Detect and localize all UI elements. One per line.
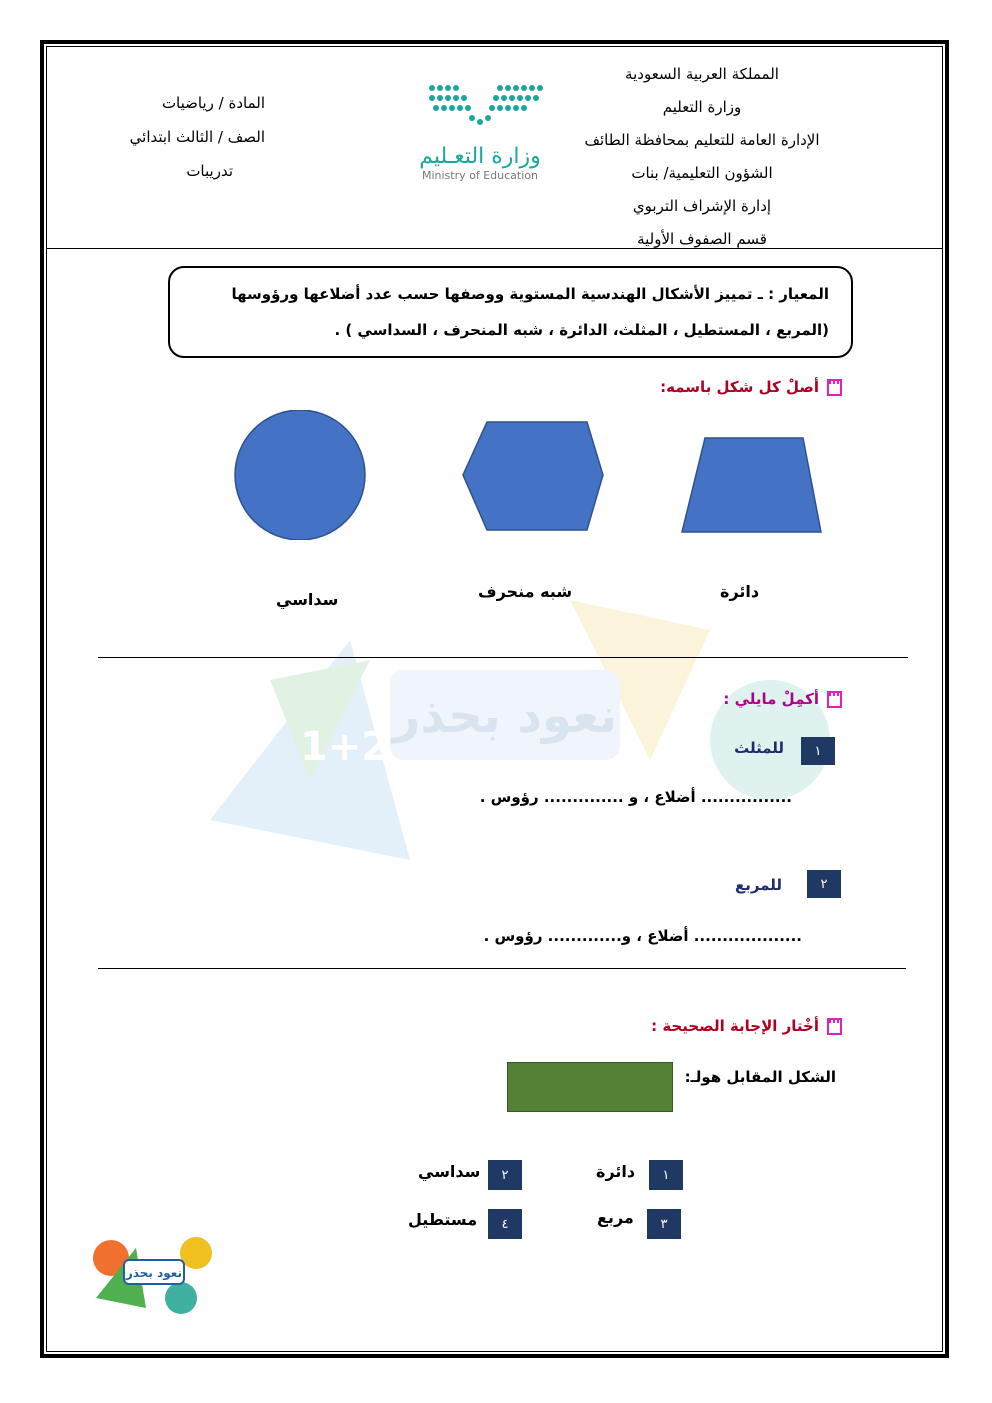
label-trapezoid-word[interactable]: شبه منحرف bbox=[478, 582, 573, 601]
header-divider bbox=[46, 248, 943, 249]
circle-shape[interactable] bbox=[235, 410, 365, 540]
q3-prompt: الشكل المقابل هولـ: bbox=[684, 1068, 836, 1086]
header-line: وزارة التعليم bbox=[662, 98, 742, 116]
q3-title: أخْتار الإجابة الصحيحة : bbox=[651, 1017, 819, 1035]
hexagon-shape[interactable] bbox=[463, 422, 603, 530]
criteria-line-2: (المربع ، المستطيل ، المثلث، الدائرة ، شبه المنحرف ، السداسي ) . bbox=[334, 321, 829, 339]
q1-heading bbox=[660, 378, 842, 396]
header-line: المملكة العربية السعودية bbox=[625, 65, 779, 83]
q2-item2-title: للمربع bbox=[734, 876, 782, 894]
green-rectangle-shape bbox=[507, 1062, 673, 1112]
header-line: الشؤون التعليمية/ بنات bbox=[631, 164, 773, 182]
q2-item1-fill-line[interactable]: ................ أضلاع ، و .............. رؤوس . bbox=[479, 788, 792, 806]
sheet-type-label: تدريبات bbox=[186, 162, 233, 180]
q2-item1-title: للمثلث bbox=[734, 739, 784, 757]
option2-label[interactable]: سداسي bbox=[418, 1162, 481, 1181]
ministry-logo bbox=[360, 80, 550, 190]
q2-item1-number: ١ bbox=[801, 737, 835, 765]
section-divider bbox=[98, 968, 906, 969]
checkbox-icon bbox=[827, 1018, 842, 1035]
header-left-block bbox=[90, 86, 265, 188]
subject-label: المادة / رياضيات bbox=[161, 94, 265, 112]
bottom-logo-graphic bbox=[86, 1228, 221, 1318]
option4-number[interactable]: ٤ bbox=[488, 1209, 522, 1239]
option1-number[interactable]: ١ bbox=[649, 1160, 683, 1190]
q2-heading bbox=[723, 690, 842, 708]
q2-item2-fill-line[interactable]: ................... أضلاع ، و............. رؤوس . bbox=[483, 927, 802, 945]
section-divider bbox=[98, 657, 908, 658]
q2-item2-number: ٢ bbox=[807, 870, 841, 898]
q1-title: أصلْ كل شكل باسمه: bbox=[660, 378, 819, 396]
header-right-block bbox=[552, 58, 852, 256]
logo-dots-icon bbox=[360, 80, 550, 140]
svg-text:1+2: 1+2 bbox=[300, 724, 390, 770]
criteria-line-1: المعيار : ـ تمييز الأشكال الهندسية المستوية ووصفها حسب عدد أضلاعها ورؤوسها bbox=[231, 285, 829, 303]
checkbox-icon bbox=[827, 691, 842, 708]
watermark-graphic bbox=[150, 560, 870, 880]
option3-number[interactable]: ٣ bbox=[647, 1209, 681, 1239]
watermark-text: نعود بحذر bbox=[392, 688, 618, 744]
header-line: الإدارة العامة للتعليم بمحافظة الطائف bbox=[584, 131, 820, 149]
trapezoid-shape[interactable] bbox=[682, 438, 821, 532]
logo-arabic-text: وزارة التعـليم bbox=[419, 144, 541, 169]
checkbox-icon bbox=[827, 379, 842, 396]
bottom-logo-text: نعود بحذر bbox=[125, 1266, 183, 1280]
criteria-box bbox=[168, 266, 853, 358]
option2-number[interactable]: ٢ bbox=[488, 1160, 522, 1190]
grade-label: الصف / الثالث ابتدائي bbox=[129, 128, 265, 146]
logo-english-text: Ministry of Education bbox=[421, 169, 538, 182]
label-circle-word[interactable]: دائرة bbox=[720, 582, 760, 601]
q1-shapes bbox=[225, 410, 835, 540]
option1-label[interactable]: دائرة bbox=[596, 1162, 636, 1181]
label-hexagon-word[interactable]: سداسي bbox=[276, 590, 339, 609]
option3-label[interactable]: مربع bbox=[597, 1208, 634, 1227]
q2-title: أكمِلْ مايلي : bbox=[723, 690, 819, 708]
q3-heading bbox=[651, 1017, 842, 1035]
header-line: إدارة الإشراف التربوي bbox=[632, 197, 772, 215]
option4-label[interactable]: مستطيل bbox=[408, 1210, 478, 1229]
header-line: قسم الصفوف الأولية bbox=[637, 230, 767, 248]
